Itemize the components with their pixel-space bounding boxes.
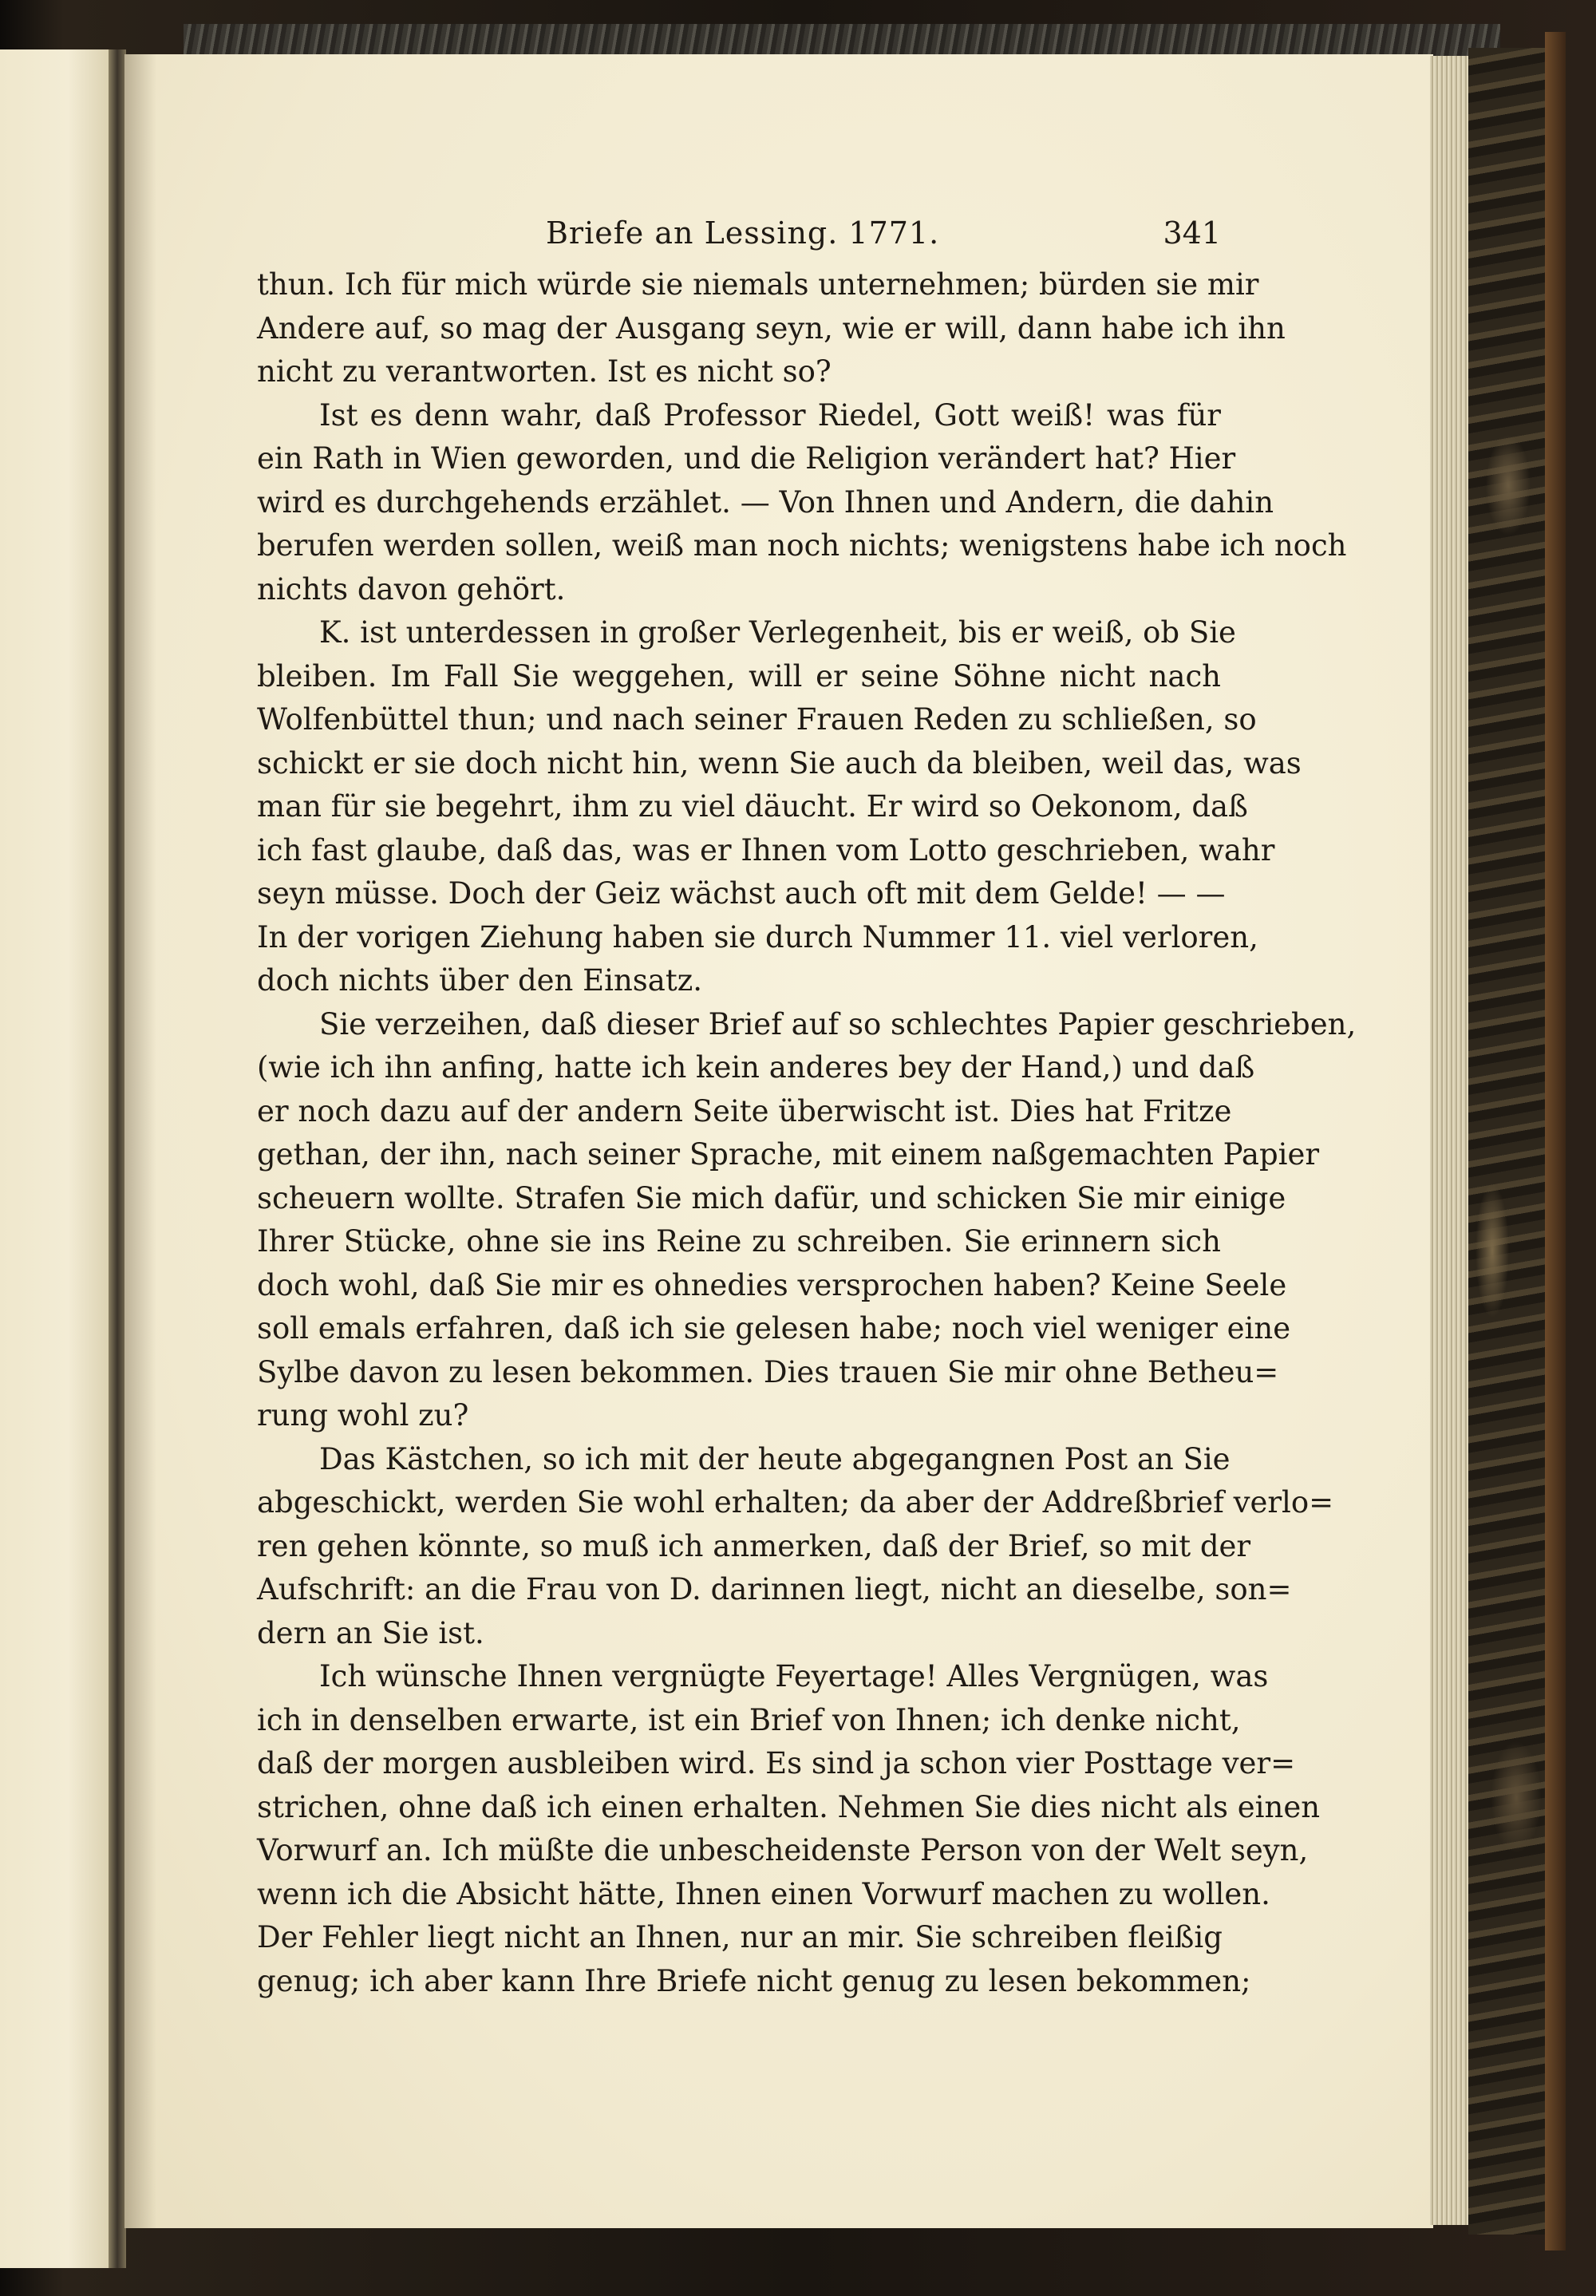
book-gutter: [109, 49, 126, 2268]
previous-page-edge: [0, 49, 113, 2268]
body-text: [257, 263, 1357, 2003]
marbled-cover: [1468, 48, 1548, 2235]
text-line: In der vorigen Ziehung haben sie durch Nummer 11. viel verloren,: [257, 919, 1258, 954]
page-number: 341: [1163, 215, 1221, 251]
text-line: bleiben. Im Fall Sie weggehen, will er seine Söhne nicht nach: [257, 658, 1221, 694]
text-line: Wolfenbüttel thun; und nach seiner Frauen Reden zu schließen, so: [257, 702, 1257, 737]
text-line: Andere auf, so mag der Ausgang seyn, wie er will, dann habe ich ihn: [257, 310, 1286, 346]
text-line: Ihrer Stücke, ohne sie ins Reine zu schreiben. Sie erinnern sich: [257, 1224, 1221, 1259]
text-line: Ich wünsche Ihnen vergnügte Feyertage! Alles Vergnügen, was: [319, 1659, 1269, 1693]
text-line: rung wohl zu?: [257, 1398, 469, 1433]
text-line: genug; ich aber kann Ihre Briefe nicht genug zu lesen bekommen;: [257, 1963, 1251, 1998]
text-line: berufen werden sollen, weiß man noch nichts; wenigstens habe ich noch: [257, 528, 1347, 563]
text-line: Ist es denn wahr, daß Professor Riedel, Gott weiß! was für: [319, 397, 1221, 433]
text-line: strichen, ohne daß ich einen erhalten. Nehmen Sie dies nicht als einen: [257, 1789, 1321, 1824]
text-line: Aufschrift: an die Frau von D. darinnen liegt, nicht an dieselbe, son=: [257, 1572, 1292, 1606]
text-line: ein Rath in Wien geworden, und die Religion verändert hat? Hier: [257, 441, 1236, 476]
text-line: Das Kästchen, so ich mit der heute abgegangnen Post an Sie: [319, 1441, 1231, 1476]
cover-rim: [1545, 32, 1566, 2251]
text-line: thun. Ich für mich würde sie niemals unternehmen; bürden sie mir: [257, 267, 1259, 302]
text-line: wird es durchgehends erzählet. — Von Ihnen und Andern, die dahin: [257, 484, 1274, 520]
text-line: doch nichts über den Einsatz.: [257, 963, 702, 998]
text-line: scheuern wollte. Strafen Sie mich dafür, und schicken Sie mir einige: [257, 1180, 1286, 1215]
page-block-fore-edge: [1430, 56, 1472, 2225]
text-line: Sie verzeihen, daß dieser Brief auf so schlechtes Papier geschrieben,: [319, 1006, 1357, 1041]
running-title: Briefe an Lessing. 1771.: [546, 215, 940, 251]
running-head: [257, 207, 1221, 263]
text-block: [257, 207, 1357, 2003]
text-line: Vorwurf an. Ich müßte die unbescheidenste Person von der Welt seyn,: [257, 1833, 1309, 1867]
text-line: ich in denselben erwarte, ist ein Brief von Ihnen; ich denke nicht,: [257, 1702, 1241, 1737]
text-line: schickt er sie doch nicht hin, wenn Sie auch da bleiben, weil das, was: [257, 745, 1302, 780]
text-line: doch wohl, daß Sie mir es ohnedies versprochen haben? Keine Seele: [257, 1267, 1287, 1302]
text-line: man für sie begehrt, ihm zu viel däucht. Er wird so Oekonom, daß: [257, 789, 1248, 824]
text-line: daß der morgen ausbleiben wird. Es sind ja schon vier Posttage ver=: [257, 1746, 1296, 1780]
text-line: gethan, der ihn, nach seiner Sprache, mit einem naßgemachten Papier: [257, 1137, 1320, 1172]
text-line: ich fast glaube, daß das, was er Ihnen vom Lotto geschrieben, wahr: [257, 832, 1275, 867]
text-line: (wie ich ihn anfing, hatte ich kein anderes bey der Hand,) und daß: [257, 1050, 1255, 1085]
text-line: Der Fehler liegt nicht an Ihnen, nur an mir. Sie schreiben fleißig: [257, 1920, 1223, 1954]
text-line: dern an Sie ist.: [257, 1615, 484, 1650]
text-line: K. ist unterdessen in großer Verlegenheit, bis er weiß, ob Sie: [319, 615, 1236, 650]
text-line: seyn müsse. Doch der Geiz wächst auch oft mit dem Gelde! — —: [257, 876, 1226, 911]
text-line: nichts davon gehört.: [257, 571, 566, 607]
text-line: ren gehen könnte, so muß ich anmerken, daß der Brief, so mit der: [257, 1528, 1251, 1563]
text-line: Sylbe davon zu lesen bekommen. Dies trauen Sie mir ohne Betheu=: [257, 1354, 1279, 1389]
text-line: wenn ich die Absicht hätte, Ihnen einen Vorwurf machen zu wollen.: [257, 1876, 1270, 1911]
text-line: abgeschickt, werden Sie wohl erhalten; da aber der Addreßbrief verlo=: [257, 1485, 1334, 1519]
text-line: soll emals erfahren, daß ich sie gelesen habe; noch viel weniger eine: [257, 1311, 1291, 1346]
page-gutter-shadow: [124, 54, 156, 2228]
text-line: er noch dazu auf der andern Seite überwischt ist. Dies hat Fritze: [257, 1093, 1232, 1128]
text-line: nicht zu verantworten. Ist es nicht so?: [257, 354, 832, 389]
